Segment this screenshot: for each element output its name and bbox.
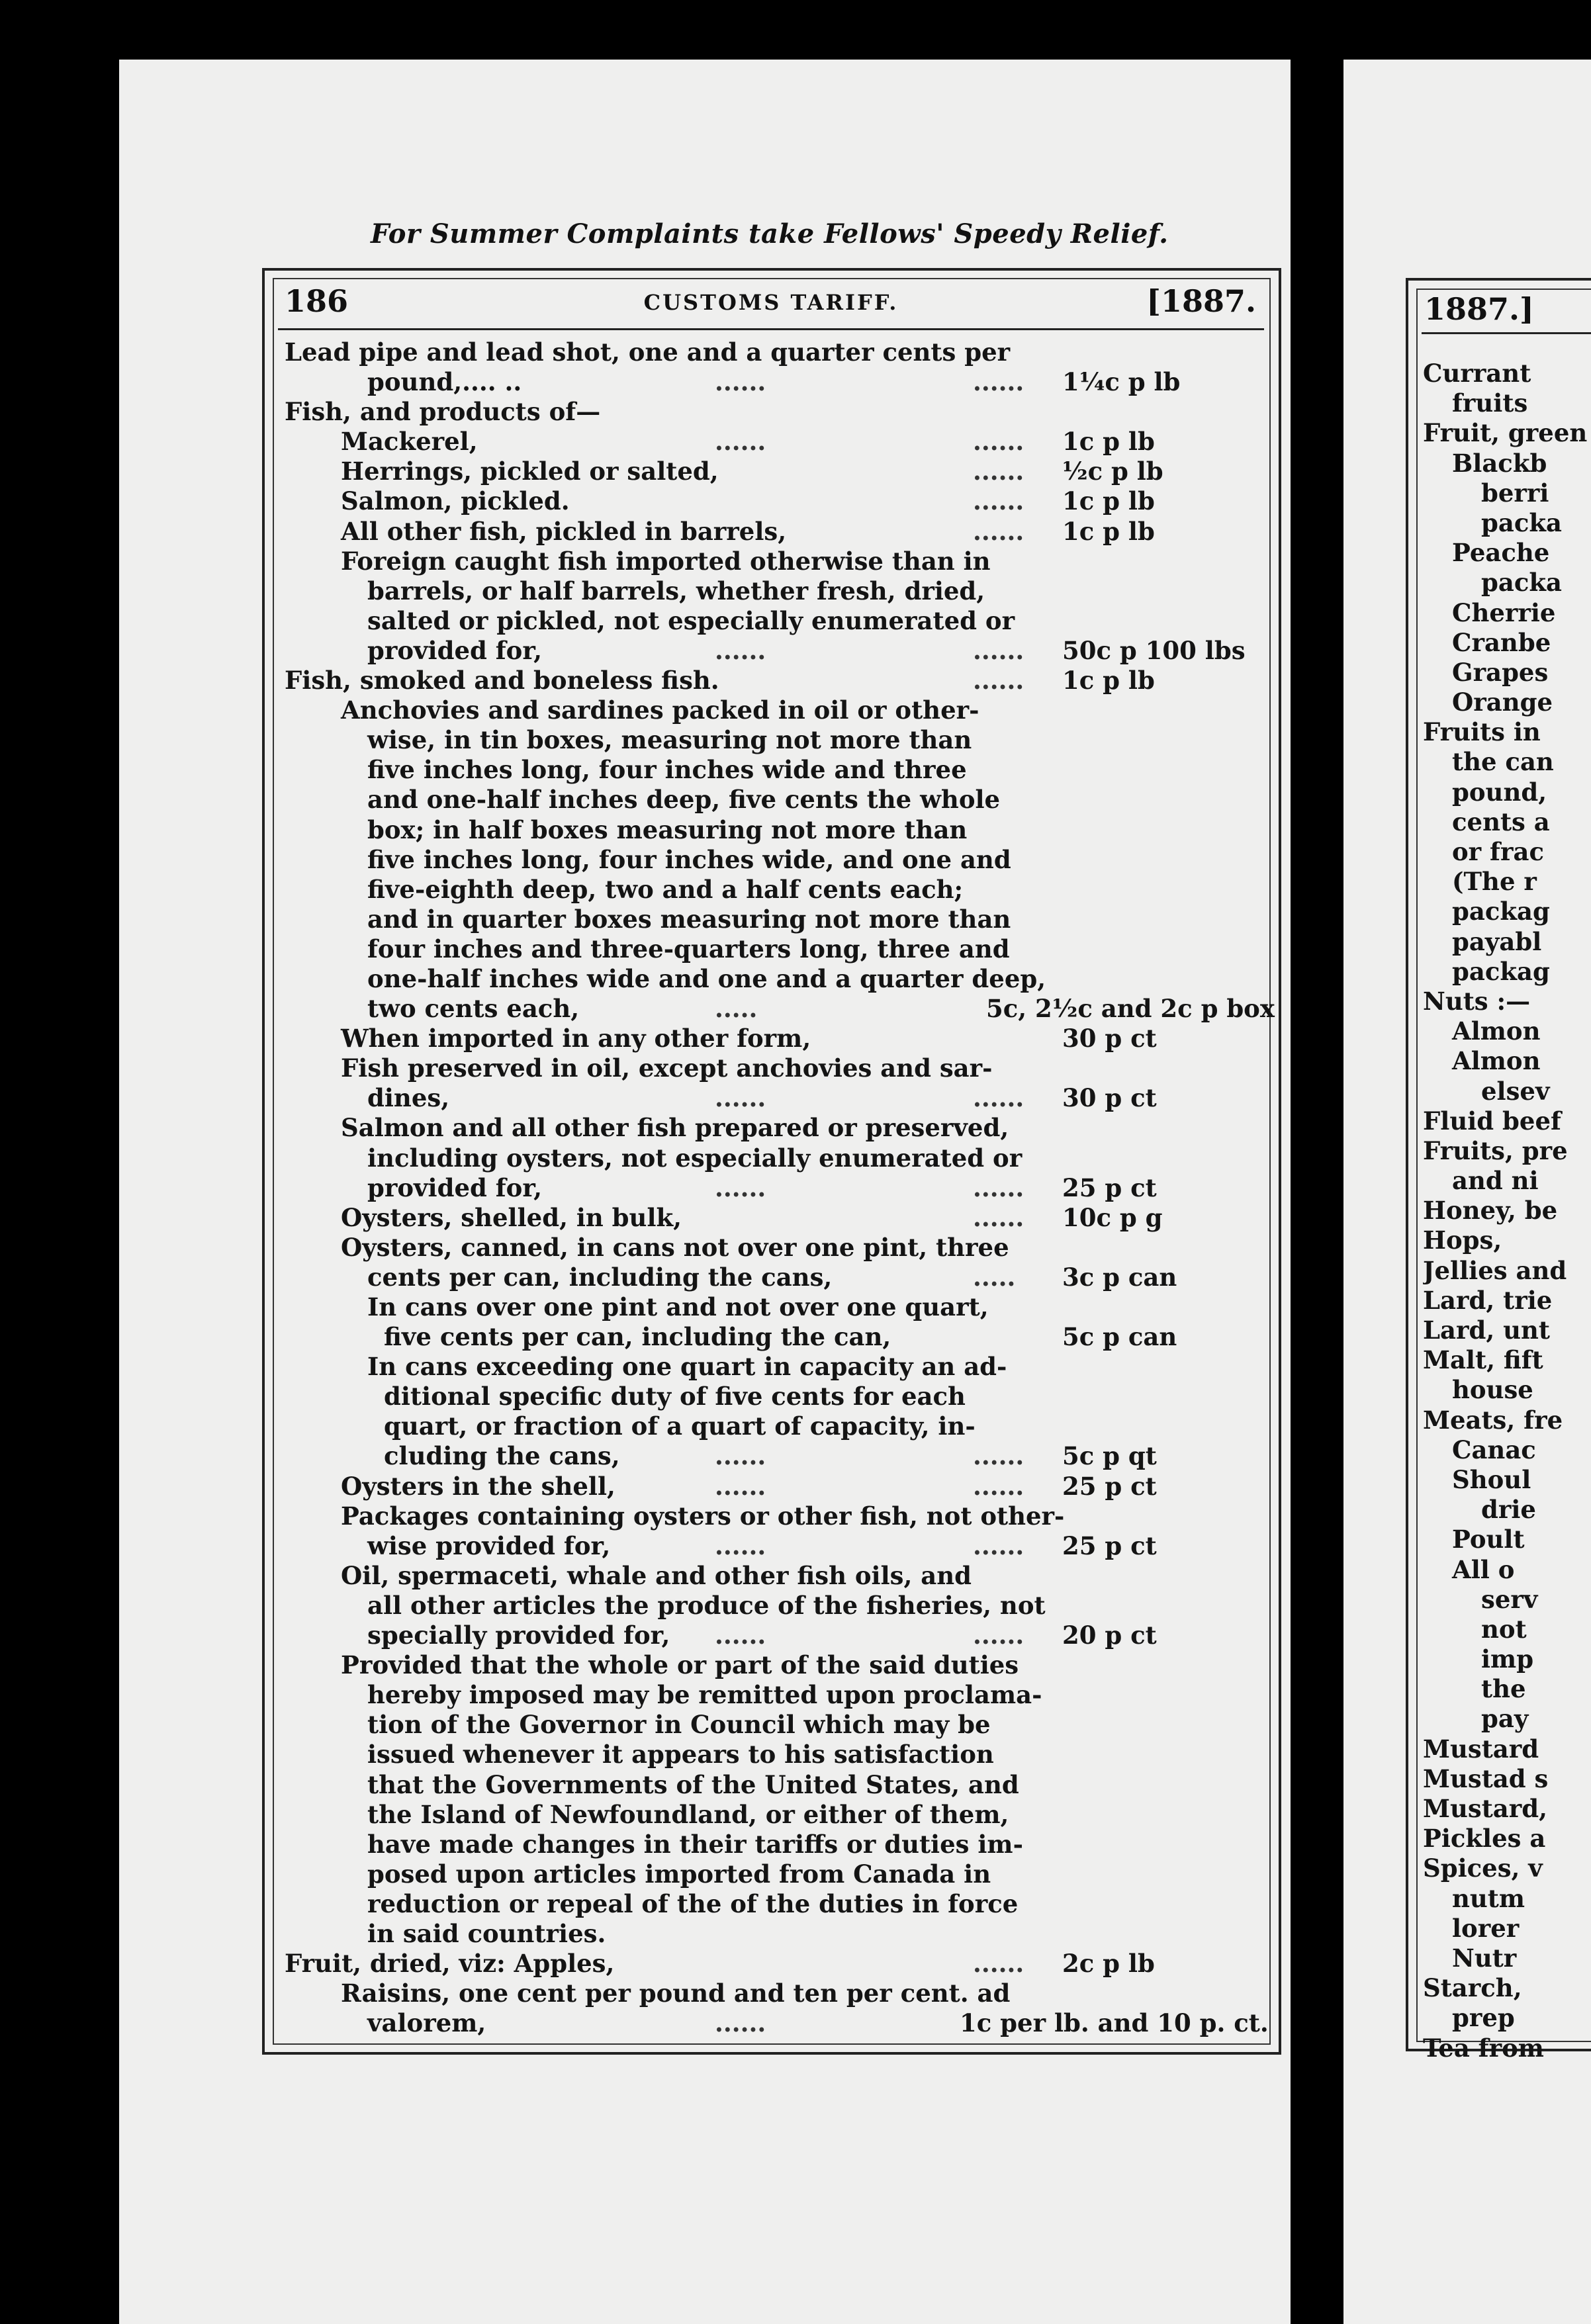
tariff-line-text: All other fish, pickled in barrels, (341, 516, 787, 546)
tariff-line (278, 1382, 1264, 1411)
tariff-line (278, 1053, 1264, 1083)
right-page-line-text: or frac (1452, 837, 1544, 866)
advertisement-header: For Summer Complaints take Fellows' Speedy Relief. (371, 218, 1169, 249)
right-page-line (1423, 837, 1591, 867)
tariff-line-text: all other articles the produce of the fisheries, not (367, 1590, 1046, 1620)
right-page-entries (1423, 359, 1591, 2063)
leader-dots: ...... (715, 1621, 766, 1650)
right-page-line (1423, 1046, 1591, 1076)
leader-dots: ...... (973, 666, 1024, 695)
tariff-line-text: Fruit, dried, viz: Apples, (285, 1949, 615, 1979)
leader-dots: ...... (715, 1083, 766, 1113)
right-page-line-text: Mustard (1423, 1734, 1539, 1764)
tariff-line-text: five inches long, four inches wide and three (367, 755, 967, 785)
leader-dots: ...... (973, 1471, 1024, 1501)
tariff-line-text: Oil, spermaceti, whale and other fish oils, and (341, 1560, 972, 1590)
right-page-line (1423, 1495, 1591, 1525)
tariff-line-text: quart, or fraction of a quart of capacity, in- (384, 1411, 976, 1441)
tariff-line (278, 755, 1264, 785)
right-page-line (1423, 1345, 1591, 1375)
right-page-line (1423, 359, 1591, 388)
right-page-line-text: Blackb (1452, 448, 1547, 478)
right-page-line (1423, 508, 1591, 538)
right-page-line (1423, 778, 1591, 807)
tariff-line (278, 1710, 1264, 1740)
right-page-line-text: All o (1452, 1554, 1515, 1584)
tariff-line (278, 486, 1264, 516)
tariff-line (278, 1531, 1264, 1561)
right-page-line (1423, 1944, 1591, 1973)
right-page-line (1423, 957, 1591, 987)
leader-dots: ...... (973, 427, 1024, 457)
tariff-line (278, 1680, 1264, 1710)
right-page-line-text: Honey, be (1423, 1196, 1558, 1226)
tariff-line-text: cents per can, including the cans, (367, 1262, 833, 1292)
tariff-line (278, 725, 1264, 755)
tariff-line-text: Raisins, one cent per pound and ten per cent. ad (341, 1979, 1011, 2008)
tariff-line (278, 1501, 1264, 1531)
duty-rate: 1c p lb (1062, 516, 1155, 546)
tariff-line-text: one-half inches wide and one and a quarter deep, (367, 963, 1046, 993)
right-page-line-text: (The r (1452, 867, 1537, 897)
leader-dots: ...... (973, 367, 1024, 397)
right-page-line-text: and ni (1452, 1166, 1539, 1196)
right-page-line-text: Nuts :— (1423, 986, 1531, 1016)
tariff-line (278, 1949, 1264, 1979)
right-page-line (1423, 1854, 1591, 1883)
tariff-line (278, 397, 1264, 427)
tariff-entries (278, 337, 1275, 2038)
duty-rate: 30 p ct (1062, 1083, 1157, 1113)
tariff-line-text: and in quarter boxes measuring not more than (367, 904, 1011, 934)
tariff-line-text: Herrings, pickled or salted, (341, 457, 719, 486)
duty-rate: 1c p lb (1062, 427, 1155, 457)
tariff-line-text: hereby imposed may be remitted upon proclama- (367, 1680, 1042, 1710)
leader-dots: ..... (715, 994, 758, 1024)
right-page-line-text: Almon (1452, 1046, 1541, 1076)
right-page-line-text: Almon (1452, 1016, 1541, 1046)
right-page-line (1423, 1525, 1591, 1554)
tariff-line-text: five cents per can, including the can, (384, 1322, 891, 1352)
duty-rate: 1c p lb (1062, 666, 1155, 695)
right-page-line (1423, 1316, 1591, 1345)
right-page-line-text: Lard, unt (1423, 1316, 1551, 1345)
right-page-line-text: Grapes (1452, 657, 1549, 687)
tariff-line-text: Foreign caught fish imported otherwise than in (341, 546, 991, 576)
tariff-line (278, 905, 1264, 934)
tariff-line (278, 1173, 1264, 1203)
right-page-line-text: Fluid beef (1423, 1106, 1561, 1136)
tariff-line-text: tion of the Governor in Council which may be (367, 1710, 991, 1740)
leader-dots: ...... (973, 516, 1024, 546)
tariff-line-text: Lead pipe and lead shot, one and a quarter cents per (285, 337, 1011, 367)
tariff-line (278, 337, 1264, 367)
right-page-line-text: Fruit, green (1423, 418, 1588, 448)
right-page-line (1423, 1884, 1591, 1914)
tariff-line (278, 547, 1264, 576)
right-page-line (1423, 1406, 1591, 1435)
duty-rate: 10c p g (1062, 1202, 1163, 1232)
duty-rate: 5c, 2½c and 2c p box (986, 994, 1275, 1024)
tariff-line-text: cluding the cans, (384, 1441, 620, 1471)
right-page-line (1423, 1106, 1591, 1136)
right-page-line (1423, 1226, 1591, 1255)
tariff-line (278, 1859, 1264, 1889)
duty-rate: ½c p lb (1062, 457, 1163, 486)
leader-dots: ...... (715, 2008, 766, 2038)
duty-rate: 1c p lb (1062, 486, 1155, 516)
tariff-line-text: in said countries. (367, 1918, 606, 1948)
tariff-line (278, 934, 1264, 964)
right-page-line-text: Pickles a (1423, 1824, 1546, 1854)
leader-dots: ...... (973, 1949, 1024, 1979)
tariff-line-text: barrels, or half barrels, whether fresh, dried, (367, 576, 985, 605)
tariff-line (278, 994, 1275, 1024)
tariff-line (278, 1203, 1264, 1233)
tariff-line-text: that the Governments of the United States, and (367, 1769, 1019, 1799)
tariff-line (278, 1083, 1264, 1113)
tariff-line (278, 2008, 1269, 2038)
right-page-line (1423, 388, 1591, 418)
right-page-line-text: Jellies and (1423, 1255, 1567, 1285)
tariff-line (278, 845, 1264, 875)
tariff-line-text: box; in half boxes measuring not more than (367, 815, 968, 844)
tariff-line-text: issued whenever it appears to his satisfaction (367, 1740, 994, 1769)
tariff-line (278, 1322, 1264, 1352)
right-page-line-text: Cranbe (1452, 627, 1551, 657)
right-page-line-text: Fruits in (1423, 717, 1541, 747)
right-page-line (1423, 658, 1591, 688)
right-page-line-text: fruits (1452, 388, 1528, 418)
tariff-line-text: Packages containing oysters or other fish, not other- (341, 1501, 1065, 1531)
tariff-line-text: When imported in any other form, (341, 1024, 811, 1053)
right-page-line-text: pay (1481, 1704, 1529, 1734)
right-page-line (1423, 538, 1591, 568)
right-page-line (1423, 1435, 1591, 1465)
tariff-line-text: provided for, (367, 1173, 543, 1202)
right-page-line (1423, 927, 1591, 957)
duty-rate: 5c p qt (1062, 1441, 1157, 1471)
tariff-line (278, 666, 1264, 695)
right-page-line-text: Nutr (1452, 1943, 1517, 1973)
tariff-line-text: provided for, (367, 635, 543, 665)
tariff-line-text: Provided that the whole or part of the said duties (341, 1650, 1019, 1680)
tariff-line-text: dines, (367, 1083, 450, 1113)
right-page-line-text: drie (1481, 1495, 1536, 1525)
right-page-line-text: imp (1481, 1644, 1534, 1674)
right-page-line (1423, 1764, 1591, 1794)
tariff-line (278, 1621, 1264, 1650)
tariff-line (278, 1830, 1264, 1859)
right-page-line-text: Hops, (1423, 1226, 1502, 1255)
tariff-line-text: Salmon, pickled. (341, 486, 570, 516)
right-page-line-text: Orange (1452, 688, 1553, 717)
right-page-line (1423, 1644, 1591, 1674)
right-page-line-text: packa (1481, 508, 1562, 537)
page-number: 186 (285, 283, 349, 319)
duty-rate: 1c per lb. and 10 p. ct. (960, 2008, 1269, 2038)
right-page-line-text: not (1481, 1614, 1527, 1644)
leader-dots: ...... (973, 457, 1024, 486)
right-page-line (1423, 1824, 1591, 1854)
right-page-line-text: Starch, (1423, 1973, 1522, 2003)
tariff-line (278, 1889, 1264, 1919)
right-page-line-text: the (1481, 1674, 1526, 1704)
right-page-line (1423, 568, 1591, 598)
right-page-line-text: Shoul (1452, 1464, 1531, 1494)
right-page-line-text: Canac (1452, 1435, 1536, 1464)
leader-dots: ...... (973, 1173, 1024, 1202)
right-page-line (1423, 2033, 1591, 2063)
right-page-line (1423, 478, 1591, 508)
tariff-line-text: Oysters, canned, in cans not over one pint, three (341, 1232, 1009, 1262)
leader-dots: ...... (973, 635, 1024, 665)
right-page-line (1423, 1016, 1591, 1046)
tariff-line (278, 1740, 1264, 1769)
tariff-line (278, 1979, 1264, 2008)
tariff-line-text: posed upon articles imported from Canada in (367, 1859, 991, 1889)
right-page-line (1423, 1077, 1591, 1106)
tariff-line (278, 1591, 1264, 1621)
leader-dots: ...... (973, 1083, 1024, 1113)
tariff-line-text: salted or pickled, not especially enumerated or (367, 605, 1015, 635)
right-page-line (1423, 1375, 1591, 1405)
tariff-line (278, 1800, 1264, 1830)
tariff-line (278, 1650, 1264, 1680)
leader-dots: ...... (715, 1471, 766, 1501)
leader-dots: ...... (973, 486, 1024, 516)
right-page-line (1423, 449, 1591, 478)
leader-dots: ...... (973, 1621, 1024, 1650)
tariff-line-text: Fish, smoked and boneless fish. (285, 666, 719, 695)
leader-dots: ...... (973, 1202, 1024, 1232)
tariff-line-text: Oysters, shelled, in bulk, (341, 1202, 682, 1232)
tariff-line-text: pound,.... .. (367, 367, 522, 397)
duty-rate: 1¼c p lb (1062, 367, 1181, 397)
right-page-line-text: Tea from (1423, 2033, 1544, 2063)
right-page-line-text: elsev (1481, 1076, 1550, 1106)
duty-rate: 5c p can (1062, 1322, 1177, 1352)
tariff-line (278, 1113, 1264, 1143)
right-header-rule (1422, 332, 1591, 334)
right-page-line-text: Cherrie (1452, 598, 1556, 627)
leader-dots: ..... (973, 1262, 1016, 1292)
leader-dots: ...... (715, 1173, 766, 1202)
tariff-line (278, 1561, 1264, 1591)
running-head (278, 283, 1264, 324)
tariff-line (278, 636, 1264, 666)
right-page-line-text: the can (1452, 747, 1554, 777)
tariff-line-text: In cans over one pint and not over one quart, (367, 1292, 989, 1321)
tariff-line (278, 427, 1264, 457)
right-page-line (1423, 1734, 1591, 1764)
tariff-line (278, 1233, 1264, 1263)
right-page-line-text: serv (1481, 1584, 1538, 1614)
tariff-line (278, 457, 1264, 486)
right-page-line (1423, 1615, 1591, 1644)
duty-rate: 20 p ct (1062, 1621, 1157, 1650)
right-page-line (1423, 747, 1591, 777)
leader-dots: ...... (715, 1531, 766, 1560)
leader-dots: ...... (973, 1441, 1024, 1471)
right-page-line (1423, 1914, 1591, 1944)
tariff-line-text: Anchovies and sardines packed in oil or other- (341, 695, 979, 725)
right-page-line-text: Meats, fre (1423, 1405, 1563, 1435)
right-page-line-text: packag (1452, 897, 1550, 926)
right-page-line-text: lorer (1452, 1913, 1520, 1943)
right-page-line-text: packag (1452, 956, 1550, 986)
right-page-line (1423, 1286, 1591, 1316)
duty-rate: 3c p can (1062, 1262, 1177, 1292)
tariff-line (278, 1411, 1264, 1441)
tariff-line-text: wise, in tin boxes, measuring not more than (367, 725, 972, 755)
tariff-line-text: have made changes in their tariffs or duties im- (367, 1829, 1023, 1859)
tariff-line (278, 785, 1264, 815)
right-page-line (1423, 1196, 1591, 1226)
tariff-line-text: and one-half inches deep, five cents the whole (367, 785, 1001, 815)
right-page-line (1423, 717, 1591, 747)
header-rule (278, 328, 1264, 330)
tariff-line-text: Fish, and products of— (285, 397, 601, 427)
tariff-line (278, 695, 1264, 725)
duty-rate: 25 p ct (1062, 1173, 1157, 1202)
tariff-line (278, 875, 1264, 905)
duty-rate: 50c p 100 lbs (1062, 635, 1246, 665)
right-page-line (1423, 418, 1591, 448)
tariff-line (278, 1352, 1264, 1382)
tariff-line (278, 1143, 1264, 1173)
right-page-line (1423, 897, 1591, 926)
right-page-line-text: payabl (1452, 926, 1542, 956)
leader-dots: ...... (715, 1441, 766, 1471)
right-page-line-text: Currant (1423, 359, 1531, 388)
right-page-year: 1887.] (1424, 291, 1534, 327)
right-page-line (1423, 688, 1591, 717)
right-page-line (1423, 1256, 1591, 1286)
right-page-line-text: Mustad s (1423, 1764, 1549, 1793)
right-page-line (1423, 1136, 1591, 1166)
tariff-line-text: Fish preserved in oil, except anchovies and sar- (341, 1053, 993, 1083)
tariff-line-text: Salmon and all other fish prepared or preserved, (341, 1113, 1009, 1143)
right-page-line (1423, 2003, 1591, 2033)
right-page-line-text: cents a (1452, 807, 1550, 836)
tariff-line (278, 606, 1264, 636)
right-page-line (1423, 1674, 1591, 1704)
right-page-line-text: pound, (1452, 777, 1547, 807)
right-page-line (1423, 1555, 1591, 1585)
tariff-line-text: specially provided for, (367, 1621, 670, 1650)
tariff-line (278, 1292, 1264, 1322)
leader-dots: ...... (715, 427, 766, 457)
duty-rate: 25 p ct (1062, 1531, 1157, 1560)
tariff-line (278, 964, 1264, 994)
right-page-line-text: berri (1481, 478, 1549, 508)
tariff-line-text: including oysters, not especially enumerated or (367, 1143, 1023, 1173)
right-page-line (1423, 1465, 1591, 1495)
right-page-line-text: Poult (1452, 1525, 1525, 1554)
right-page-line-text: Lard, trie (1423, 1285, 1553, 1315)
duty-rate: 2c p lb (1062, 1949, 1155, 1979)
tariff-line (278, 367, 1264, 397)
tariff-line-text: five inches long, four inches wide, and one and (367, 844, 1011, 874)
tariff-line-text: In cans exceeding one quart in capacity an ad- (367, 1352, 1007, 1382)
right-page-line (1423, 867, 1591, 897)
tariff-line (278, 1263, 1264, 1292)
right-page-line-text: Fruits, pre (1423, 1136, 1568, 1165)
page-year: [1887. (1146, 283, 1256, 319)
right-page-line (1423, 598, 1591, 628)
tariff-line-text: five-eighth deep, two and a half cents each; (367, 874, 964, 904)
right-page-line (1423, 1166, 1591, 1196)
tariff-line (278, 1472, 1264, 1501)
right-page-line (1423, 1973, 1591, 2003)
tariff-line (278, 517, 1264, 547)
leader-dots: ...... (715, 367, 766, 397)
tariff-line-text: ditional specific duty of five cents for each (384, 1382, 966, 1411)
leader-dots: ...... (973, 1531, 1024, 1560)
right-page-line-text: house (1452, 1375, 1533, 1405)
tariff-line (278, 1919, 1264, 1949)
tariff-line-text: the Island of Newfoundland, or either of them, (367, 1799, 1009, 1829)
tariff-line-text: two cents each, (367, 994, 580, 1024)
tariff-line-text: four inches and three-quarters long, three and (367, 934, 1010, 963)
right-page-line (1423, 1704, 1591, 1734)
right-page-line (1423, 1585, 1591, 1615)
right-page-line-text: Malt, fift (1423, 1345, 1543, 1375)
tariff-line (278, 1024, 1264, 1053)
tariff-line-text: valorem, (367, 2008, 486, 2038)
right-page-line (1423, 987, 1591, 1016)
tariff-line-text: Oysters in the shell, (341, 1471, 615, 1501)
right-page-line-text: prep (1452, 2003, 1515, 2033)
tariff-line-text: Mackerel, (341, 427, 478, 457)
tariff-line-text: wise provided for, (367, 1531, 611, 1560)
duty-rate: 25 p ct (1062, 1471, 1157, 1501)
right-page-line-text: Mustard, (1423, 1794, 1547, 1823)
right-page-line-text: packa (1481, 568, 1562, 598)
right-page-line (1423, 1794, 1591, 1824)
right-page-line-text: nutm (1452, 1883, 1525, 1913)
tariff-line (278, 1770, 1264, 1800)
right-page-line (1423, 628, 1591, 658)
tariff-line-text: reduction or repeal of the of the duties in force (367, 1889, 1019, 1918)
tariff-line (278, 1441, 1264, 1471)
right-page-line-text: Spices, v (1423, 1854, 1543, 1883)
right-page-line (1423, 807, 1591, 837)
right-page-line-text: Peache (1452, 538, 1550, 568)
tariff-line (278, 576, 1264, 606)
running-title: CUSTOMS TARIFF. (643, 290, 899, 315)
duty-rate: 30 p ct (1062, 1024, 1157, 1053)
tariff-line (278, 815, 1264, 845)
leader-dots: ...... (715, 635, 766, 665)
